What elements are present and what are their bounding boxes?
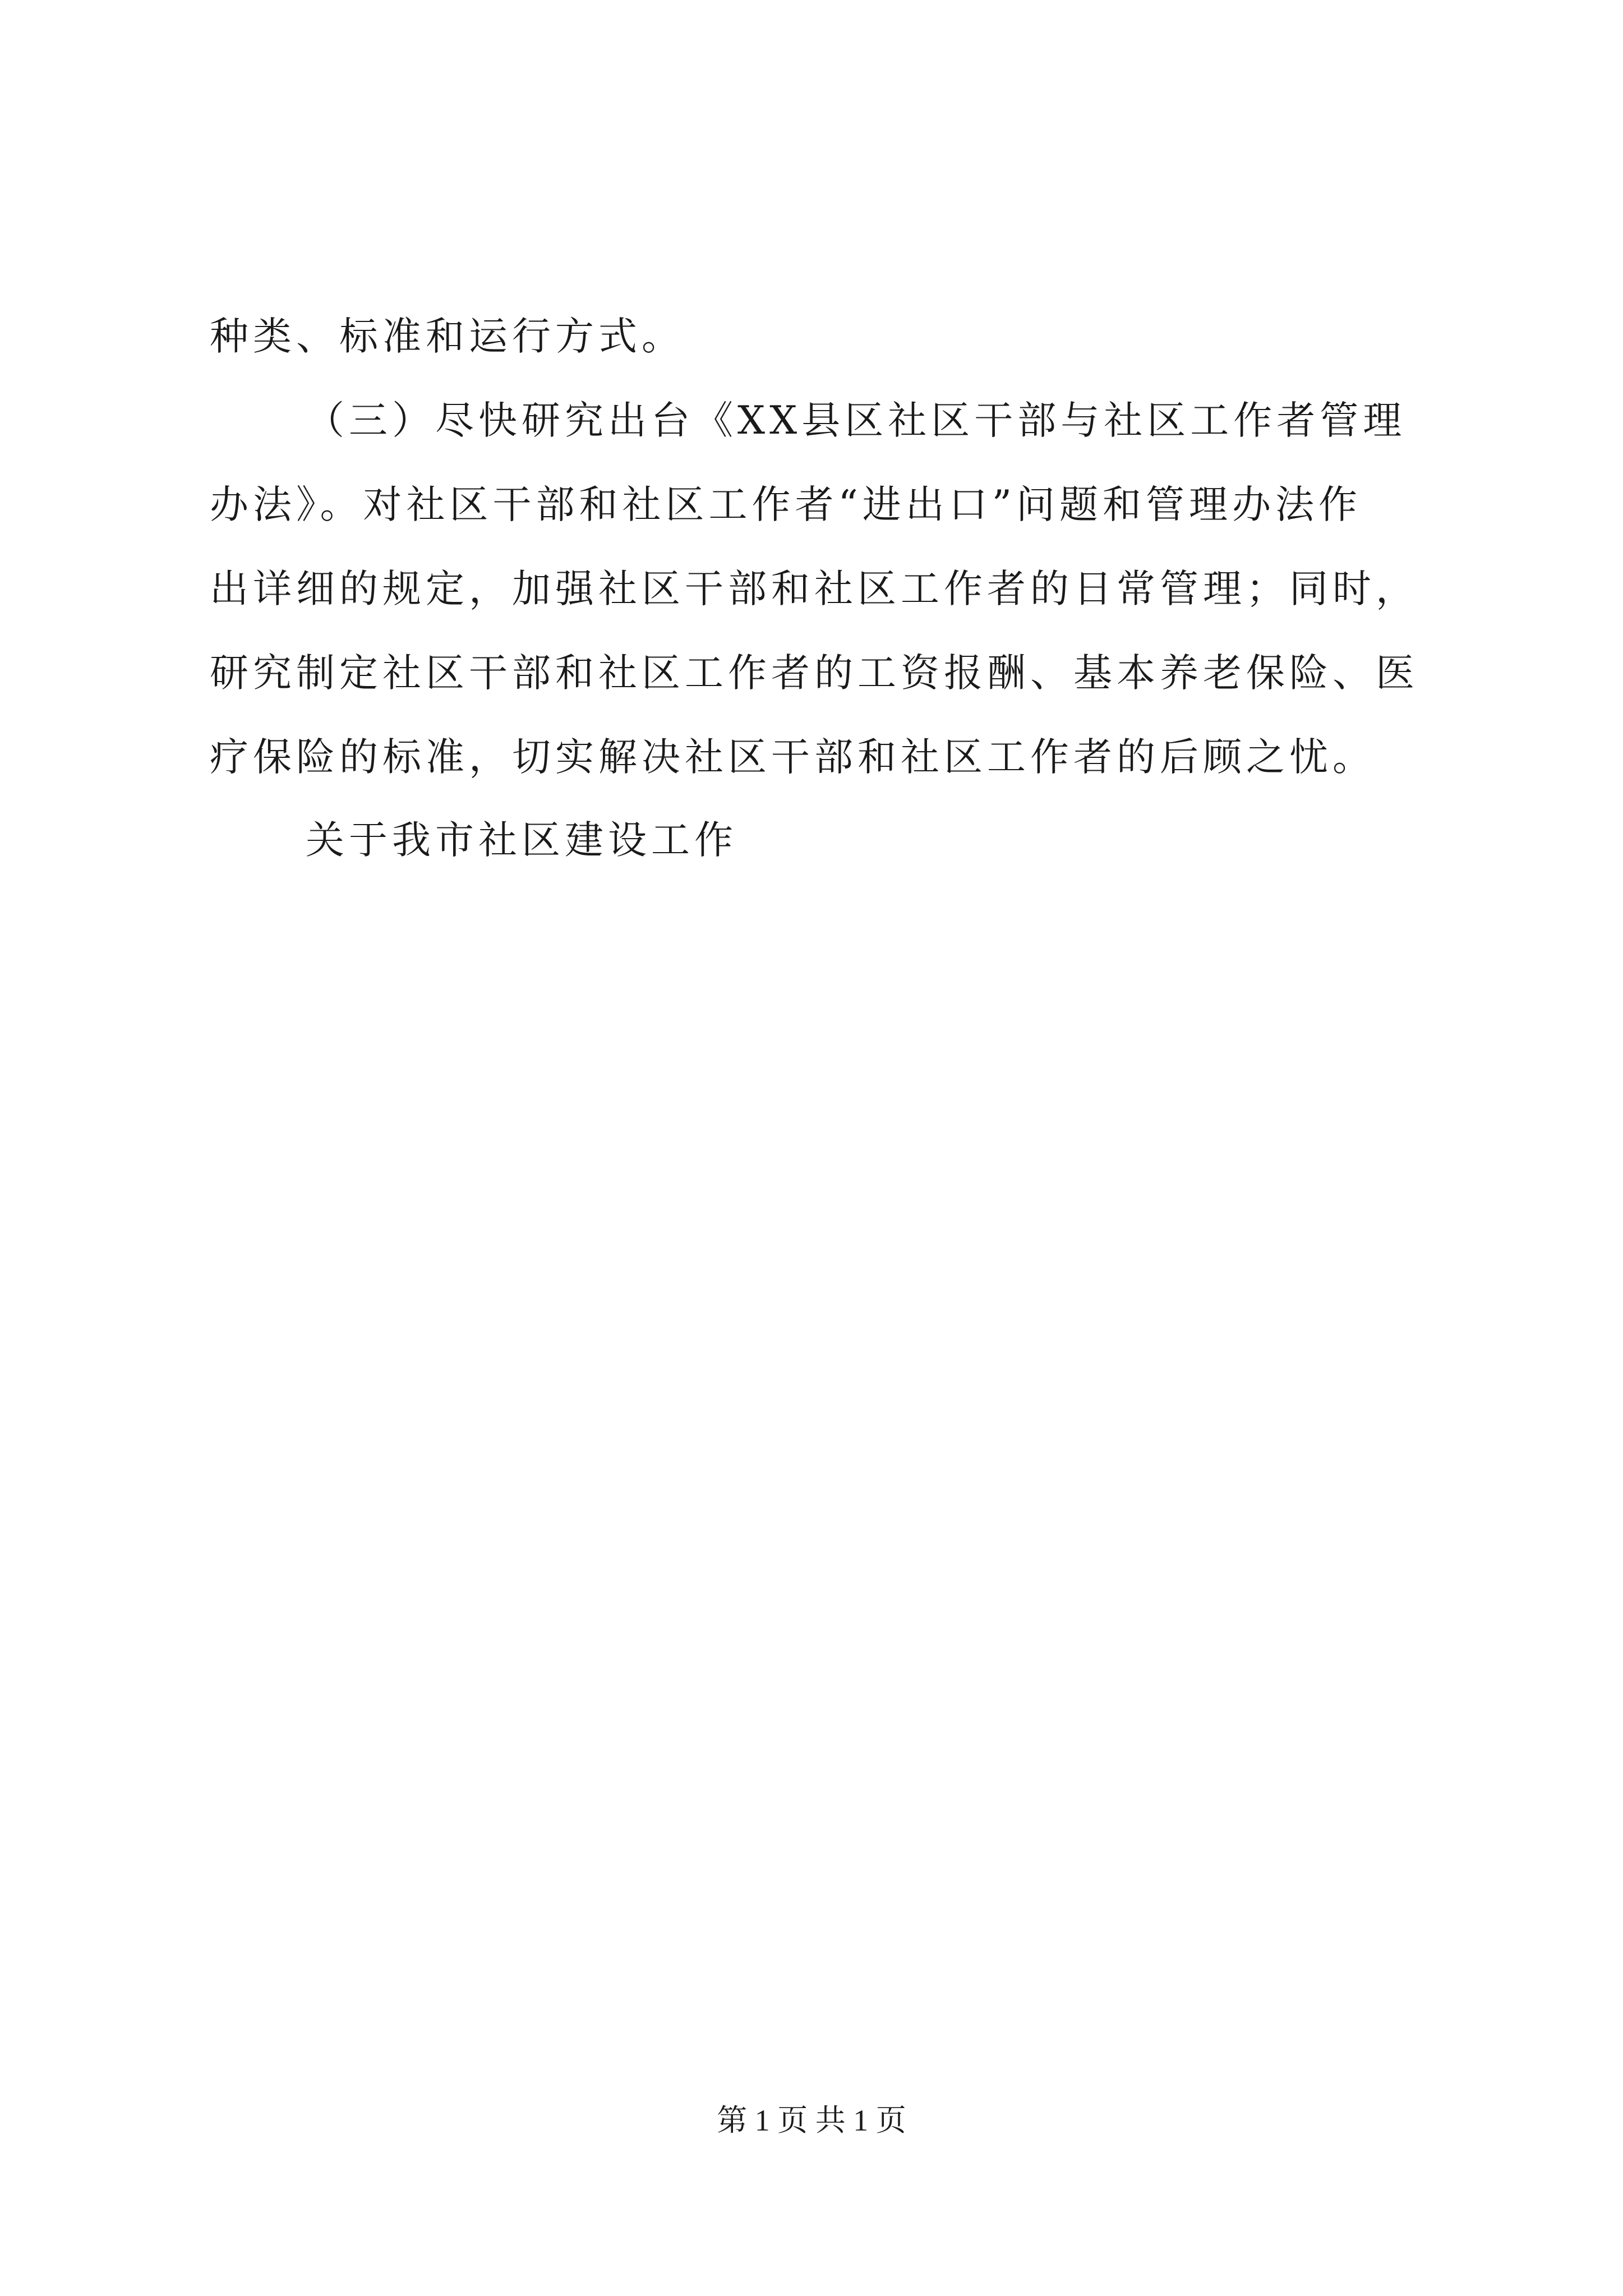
text-line-6: 疗保险的标准，切实解决社区干部和社区工作者的后顾之忧。 <box>210 735 1376 780</box>
text-line-4: 出详细的规定，加强社区干部和社区工作者的日常管理；同时， <box>210 567 1419 611</box>
page-footer: 第 1 页 共 1 页 <box>717 2104 906 2137</box>
text-line-7: 关于我市社区建设工作 <box>306 818 737 863</box>
text-line-2: （三）尽快研究出台《XX县区社区干部与社区工作者管理 <box>306 398 1407 443</box>
text-line-1: 种类、标准和运行方式。 <box>210 314 685 359</box>
text-line-3: 办法》。对社区干部和社区工作者“进出口”问题和管理办法作 <box>210 482 1362 527</box>
text-line-5: 研究制定社区干部和社区工作者的工资报酬、基本养老保险、医 <box>210 651 1419 696</box>
